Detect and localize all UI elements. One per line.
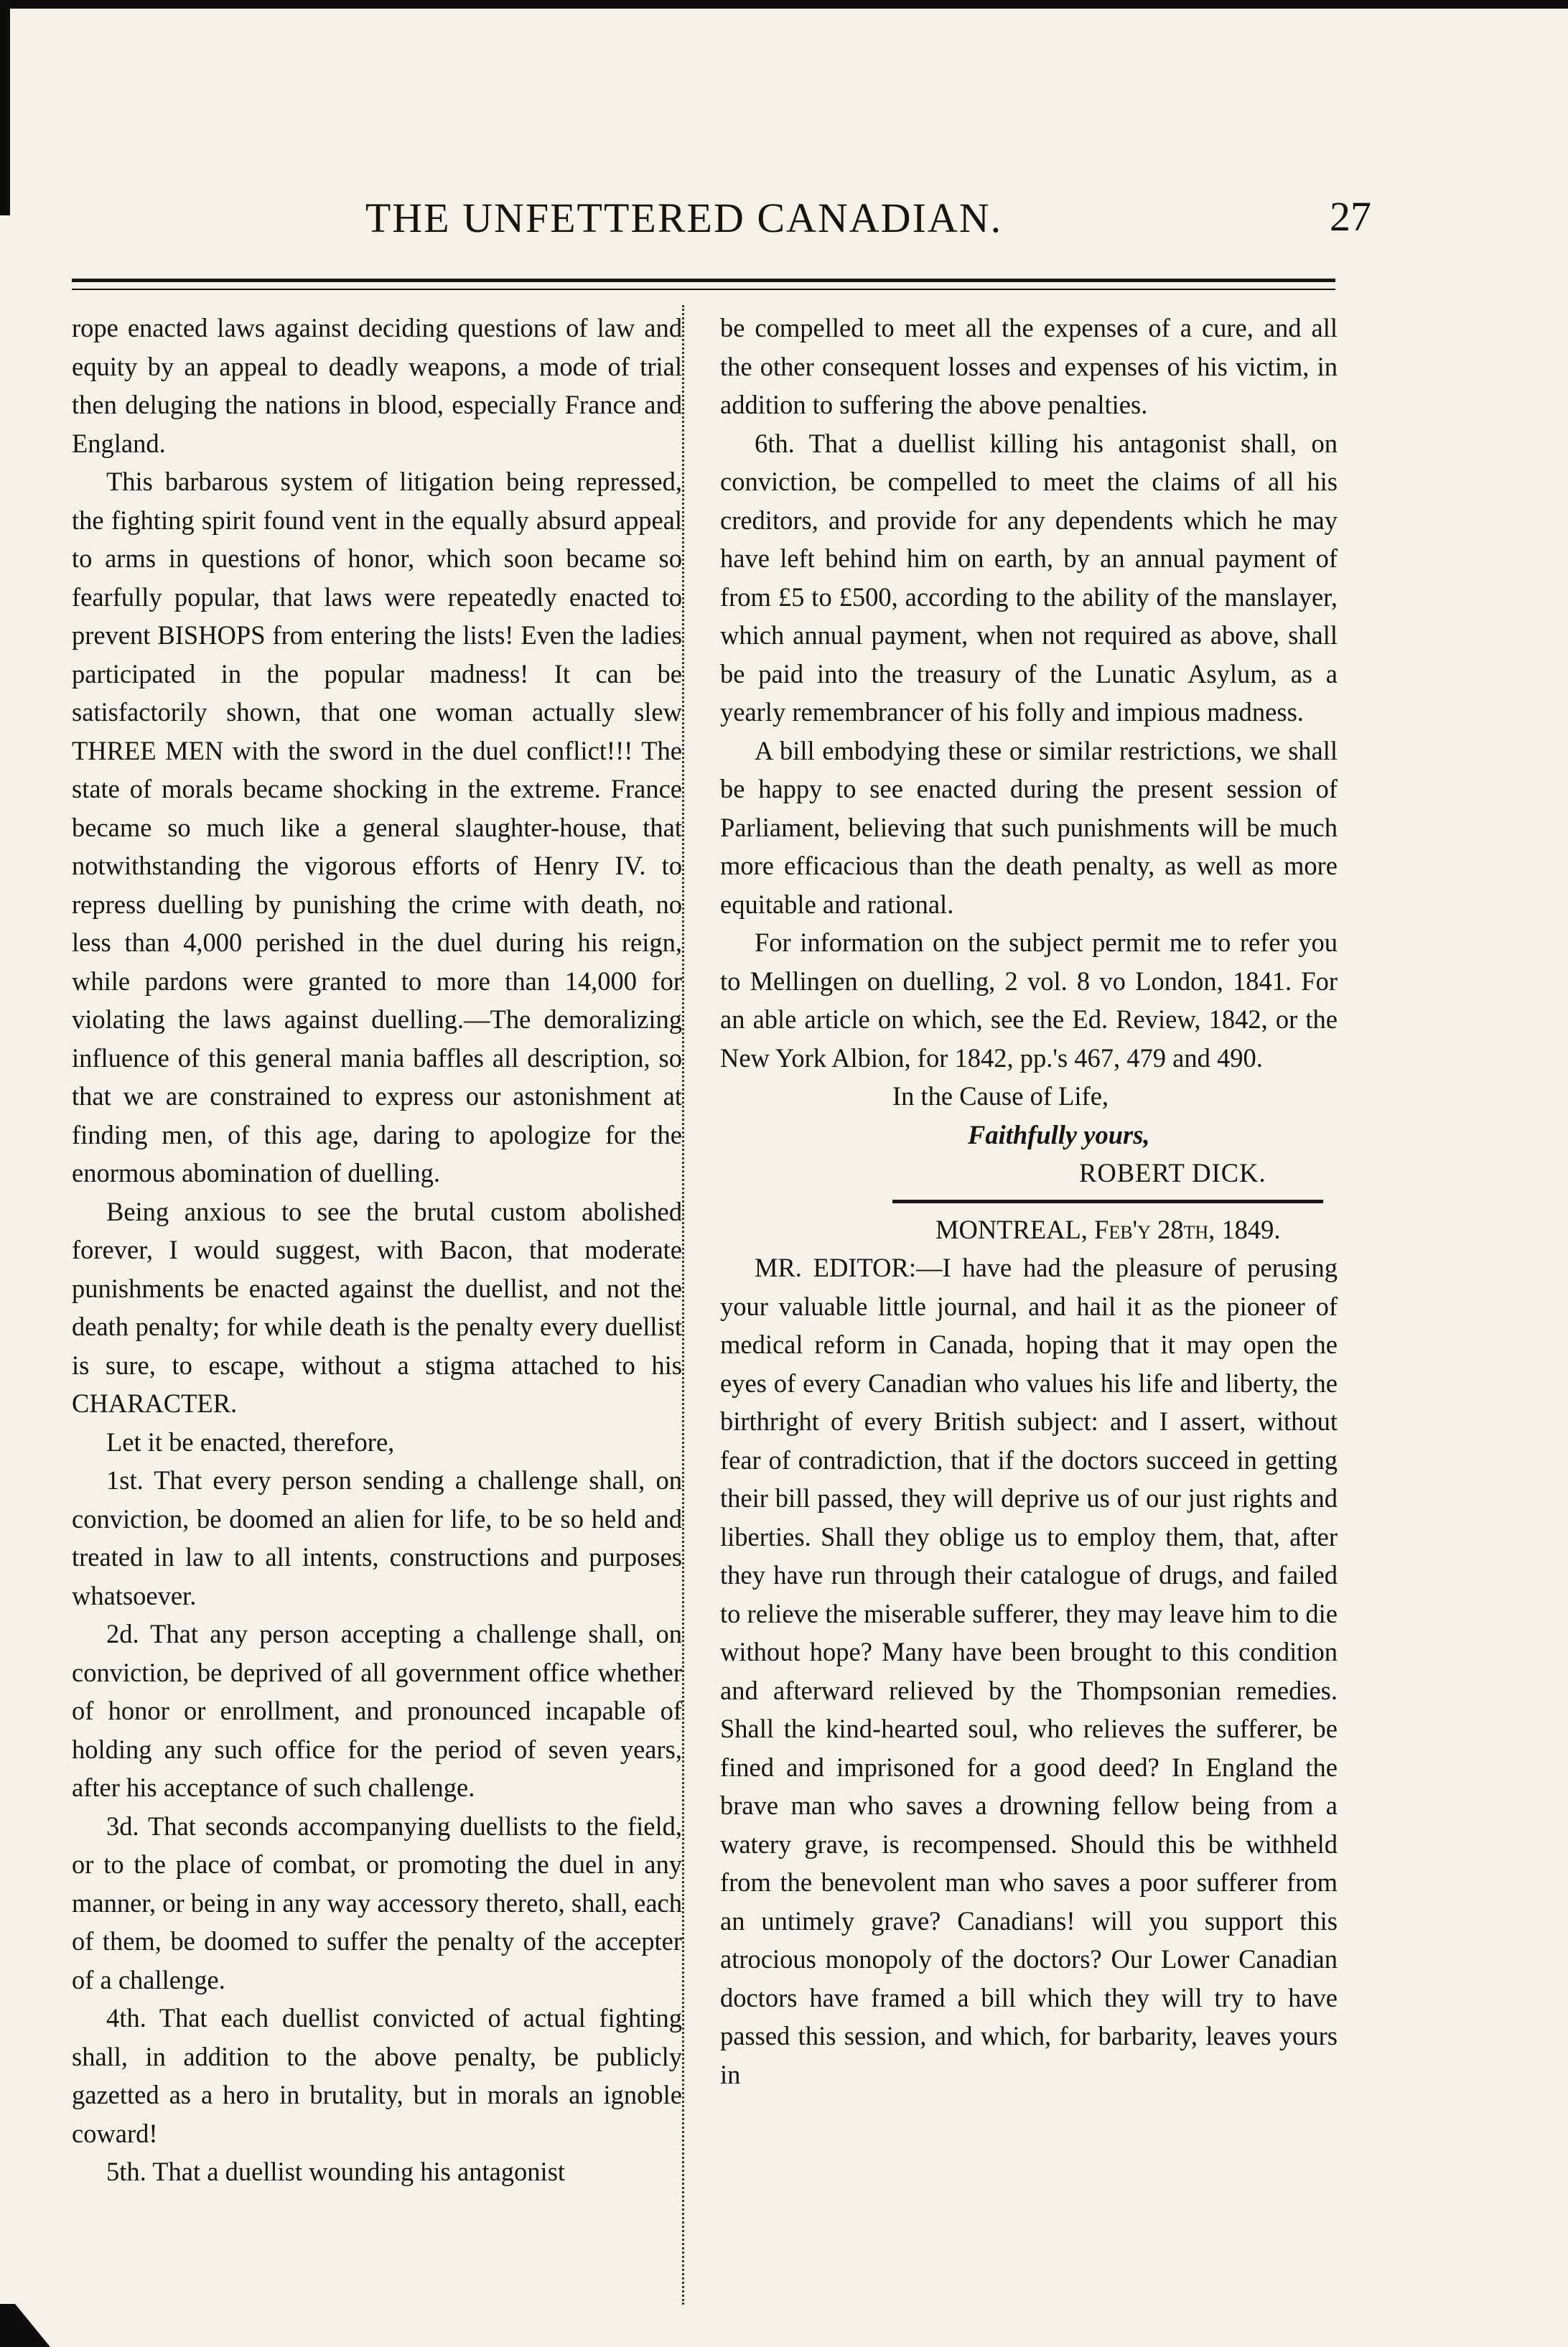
paragraph: This barbarous system of litigation being repressed, the fighting spirit found vent in the equally absurd appeal to arms in questions of honor, which soon became so fearfully popular, that laws were repeatedly enacted to prevent BISHOPS from entering the lists! Even the ladies participated in the popular madness! It can be satisfactorily shown, that one woman actually slew THREE MEN with the sword in the duel conflict!!! The state of morals became shocking in the extreme. France became so much like a general slaughter-house, that notwithstanding the vigorous efforts of Henry IV. to repress duelling by punishing the crime with death, no less than 4,000 perished in the duel during his reign, while pardons were granted to more than 14,000 for violating the laws against duelling.—The demoralizing influence of this general mania baffles all description, so that we are constrained to express our astonishment at finding men, of this age, daring to apologize for the enormous abomination of duelling. <box>72 467 682 1188</box>
right-column <box>720 309 1338 2094</box>
paragraph: 3d. That seconds accompanying duellists to the field, or to the place of combat, or promoting the duel in any manner, or being in any way accessory thereto, shall, each of them, be doomed to suffer the penalty of the accepter of a challenge. <box>72 1811 682 1994</box>
header-rule-thin <box>72 289 1335 290</box>
paragraph: 5th. That a duellist wounding his antagonist <box>106 2157 566 2186</box>
paragraph: For information on the subject permit me to refer you to Mellingen on duelling, 2 vol. 8 vo London, 1841. For an able article on which, see the Ed. Review, 1842, or the New York Albion, for 1842, pp.'s 467, 479 and 490. <box>720 928 1338 1073</box>
scan-edge-top <box>0 0 1568 9</box>
paragraph: MR. EDITOR:—I have had the pleasure of perusing your valuable little journal, and hail it as the pioneer of medical reform in Canada, hoping that it may open the eyes of every Canadian who values his life and liberty, the birthright of every British subject: and I assert, without fear of contradiction, that if the doctors succeed in getting their bill passed, they will deprive us of our just rights and liberties. Shall they oblige us to employ them, that, after they have run through their catalogue of drugs, and failed to relieve the miserable sufferer, they may leave him to die without hope? Many have been brought to this condition and afterward relieved by the Thompsonian remedies. Shall the kind-hearted soul, who relieves the sufferer, be fined and imprisoned for a good deed? In England the brave man who saves a drowning fellow being from a watery grave, is recompensed. Should this be withheld from the benevolent man who saves a poor sufferer from an untimely grave? Canadians! will you support this atrocious monopoly of the doctors? Our Lower Canadian doctors have framed a bill which they will try to have passed this session, and which, for barbarity, leaves yours in <box>720 1253 1338 2089</box>
running-title: THE UNFETTERED CANADIAN. <box>365 195 1003 241</box>
scan-edge-left <box>0 0 10 215</box>
scan-edge-corner <box>0 2304 50 2347</box>
paragraph: 1st. That every person sending a challenge shall, on conviction, be doomed an alien for life, to be so held and treated in law to all intents, constructions and purposes whatsoever. <box>72 1465 682 1610</box>
left-column <box>72 309 682 2191</box>
signature-rule <box>892 1200 1323 1203</box>
paragraph: 2d. That any person accepting a challenge shall, on conviction, be deprived of all government office whether of honor or enrollment, and pronounced incapable of holding any such office for the period of seven years, after his acceptance of such challenge. <box>72 1619 682 1802</box>
header-rule-thick <box>72 279 1335 282</box>
paragraph: 6th. That a duellist killing his antagonist shall, on conviction, be compelled to meet the claims of all his creditors, and provide for any dependents which he may have left behind him on earth, by an annual payment of from £5 to £500, according to the ability of the manslayer, which annual payment, when not required as above, shall be paid into the treasury of the Lunatic Asylum, as a yearly remembrancer of his folly and impious madness. <box>720 428 1338 727</box>
paragraph: Being anxious to see the brutal custom abolished forever, I would suggest, with Bacon, that moderate punishments be enacted against the duellist, and not the death penalty; for while death is the penalty every duellist is sure, to escape, without a stigma attached to his CHARACTER. <box>72 1196 682 1418</box>
dateline: MONTREAL, Feb'y 28th, 1849. <box>935 1214 1281 1244</box>
column-separator <box>682 305 684 2305</box>
paragraph: A bill embodying these or similar restrictions, we shall be happy to see enacted during the present session of Parliament, believing that such punishments will be much more efficacious than the death penalty, as well as more equitable and rational. <box>720 735 1338 919</box>
paragraph: rope enacted laws against deciding questions of law and equity by an appeal to deadly weapons, a mode of trial then deluging the nations in blood, especially France and England. <box>72 313 682 458</box>
paragraph: 4th. That each duellist convicted of actual fighting shall, in addition to the above penalty, be publicly gazetted as a hero in brutality, but in morals an ignoble coward! <box>72 2003 682 2148</box>
paragraph: Let it be enacted, therefore, <box>106 1427 395 1457</box>
closing-line: In the Cause of Life, <box>892 1081 1109 1111</box>
paragraph: be compelled to meet all the expenses of a cure, and all the other consequent losses and expenses of his victim, in addition to suffering the above penalties. <box>720 313 1338 419</box>
signature: ROBERT DICK. <box>1079 1158 1266 1188</box>
page-number: 27 <box>1330 193 1371 240</box>
valediction: Faithfully yours, <box>968 1119 1150 1149</box>
